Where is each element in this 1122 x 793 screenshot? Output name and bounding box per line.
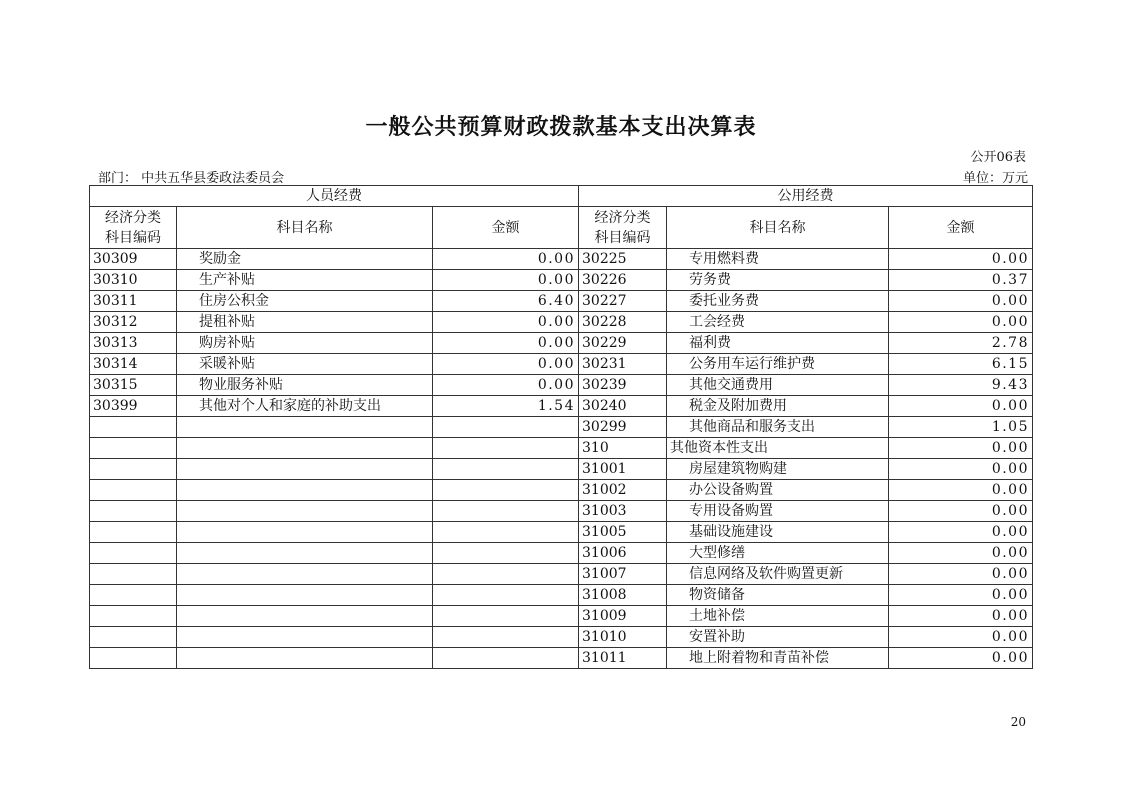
left-name-cell bbox=[177, 627, 433, 648]
table-row bbox=[90, 333, 1033, 354]
column-header-row bbox=[90, 207, 1033, 249]
right-amount-cell: 9.43 bbox=[889, 375, 1033, 396]
left-amount-cell bbox=[433, 648, 579, 669]
right-code-cell: 310 bbox=[579, 438, 667, 459]
left-code-cell: 30315 bbox=[90, 375, 177, 396]
right-code-cell: 30228 bbox=[579, 312, 667, 333]
right-amount-cell: 0.00 bbox=[889, 438, 1033, 459]
code-column-header-right bbox=[579, 207, 667, 249]
right-code-cell: 30240 bbox=[579, 396, 667, 417]
right-code-cell: 31003 bbox=[579, 501, 667, 522]
right-amount-cell: 6.15 bbox=[889, 354, 1033, 375]
right-amount-cell: 1.05 bbox=[889, 417, 1033, 438]
right-name-cell: 福利费 bbox=[667, 333, 889, 354]
table-row bbox=[90, 459, 1033, 480]
table-row bbox=[90, 270, 1033, 291]
right-code-cell: 30225 bbox=[579, 249, 667, 270]
table-row bbox=[90, 501, 1033, 522]
code-header-line1-right: 经济分类 bbox=[594, 209, 651, 226]
right-name-cell: 公务用车运行维护费 bbox=[667, 354, 889, 375]
table-row bbox=[90, 375, 1033, 396]
expenditure-table bbox=[89, 185, 1033, 669]
table-row bbox=[90, 522, 1033, 543]
right-code-cell: 30227 bbox=[579, 291, 667, 312]
left-amount-cell bbox=[433, 501, 579, 522]
left-amount-cell: 0.00 bbox=[433, 249, 579, 270]
left-code-cell: 30310 bbox=[90, 270, 177, 291]
left-code-cell: 30314 bbox=[90, 354, 177, 375]
left-name-cell bbox=[177, 438, 433, 459]
right-name-cell: 其他交通费用 bbox=[667, 375, 889, 396]
right-code-cell: 31011 bbox=[579, 648, 667, 669]
group-header-row bbox=[90, 186, 1033, 207]
left-name-cell bbox=[177, 480, 433, 501]
left-name-cell bbox=[177, 648, 433, 669]
left-name-cell: 生产补贴 bbox=[177, 270, 433, 291]
right-amount-cell: 0.00 bbox=[889, 396, 1033, 417]
left-name-cell bbox=[177, 522, 433, 543]
right-code-cell: 30231 bbox=[579, 354, 667, 375]
left-name-cell: 购房补贴 bbox=[177, 333, 433, 354]
left-code-cell: 30311 bbox=[90, 291, 177, 312]
table-row bbox=[90, 543, 1033, 564]
left-amount-cell: 1.54 bbox=[433, 396, 579, 417]
left-name-cell bbox=[177, 543, 433, 564]
left-amount-cell: 0.00 bbox=[433, 270, 579, 291]
right-name-cell: 其他资本性支出 bbox=[667, 438, 889, 459]
right-name-cell: 土地补偿 bbox=[667, 606, 889, 627]
left-amount-cell bbox=[433, 459, 579, 480]
table-row bbox=[90, 585, 1033, 606]
right-amount-cell: 0.00 bbox=[889, 522, 1033, 543]
department-label: 部门： 中共五华县委政法委员会 bbox=[98, 171, 285, 186]
amount-column-header: 金额 bbox=[433, 207, 579, 249]
left-amount-cell bbox=[433, 585, 579, 606]
left-name-cell bbox=[177, 606, 433, 627]
table-row bbox=[90, 627, 1033, 648]
left-name-cell bbox=[177, 585, 433, 606]
left-amount-cell bbox=[433, 417, 579, 438]
right-code-cell: 31006 bbox=[579, 543, 667, 564]
left-code-cell bbox=[90, 585, 177, 606]
group-personnel-header: 人员经费 bbox=[90, 186, 579, 207]
name-column-header-right: 科目名称 bbox=[667, 207, 889, 249]
right-name-cell: 大型修缮 bbox=[667, 543, 889, 564]
right-name-cell: 委托业务费 bbox=[667, 291, 889, 312]
table-row bbox=[90, 291, 1033, 312]
left-code-cell bbox=[90, 627, 177, 648]
right-name-cell: 物资储备 bbox=[667, 585, 889, 606]
code-header-line2-right: 科目编码 bbox=[594, 229, 651, 246]
right-code-cell: 31010 bbox=[579, 627, 667, 648]
table-row bbox=[90, 564, 1033, 585]
right-name-cell: 办公设备购置 bbox=[667, 480, 889, 501]
left-amount-cell: 0.00 bbox=[433, 333, 579, 354]
right-amount-cell: 0.00 bbox=[889, 564, 1033, 585]
right-amount-cell: 0.00 bbox=[889, 627, 1033, 648]
right-amount-cell: 0.00 bbox=[889, 312, 1033, 333]
left-name-cell: 物业服务补贴 bbox=[177, 375, 433, 396]
right-name-cell: 地上附着物和青苗补偿 bbox=[667, 648, 889, 669]
code-header-line2: 科目编码 bbox=[105, 229, 161, 246]
right-code-cell: 31009 bbox=[579, 606, 667, 627]
table-row bbox=[90, 648, 1033, 669]
right-code-cell: 31005 bbox=[579, 522, 667, 543]
left-code-cell: 30313 bbox=[90, 333, 177, 354]
left-name-cell: 提租补贴 bbox=[177, 312, 433, 333]
left-code-cell: 30309 bbox=[90, 249, 177, 270]
right-code-cell: 30299 bbox=[579, 417, 667, 438]
right-code-cell: 31007 bbox=[579, 564, 667, 585]
right-code-cell: 31002 bbox=[579, 480, 667, 501]
left-code-cell: 30312 bbox=[90, 312, 177, 333]
left-name-cell bbox=[177, 564, 433, 585]
left-code-cell bbox=[90, 606, 177, 627]
unit-label: 单位：万元 bbox=[962, 171, 1028, 186]
table-row bbox=[90, 249, 1033, 270]
left-code-cell bbox=[90, 480, 177, 501]
right-code-cell: 30229 bbox=[579, 333, 667, 354]
form-number: 公开06表 bbox=[970, 150, 1026, 165]
left-code-cell bbox=[90, 501, 177, 522]
left-amount-cell bbox=[433, 522, 579, 543]
left-name-cell: 其他对个人和家庭的补助支出 bbox=[177, 396, 433, 417]
right-name-cell: 房屋建筑物购建 bbox=[667, 459, 889, 480]
name-column-header: 科目名称 bbox=[177, 207, 433, 249]
right-name-cell: 劳务费 bbox=[667, 270, 889, 291]
right-amount-cell: 0.00 bbox=[889, 480, 1033, 501]
left-name-cell: 采暖补贴 bbox=[177, 354, 433, 375]
left-amount-cell bbox=[433, 480, 579, 501]
amount-column-header-right: 金额 bbox=[889, 207, 1033, 249]
table-row bbox=[90, 438, 1033, 459]
right-name-cell: 其他商品和服务支出 bbox=[667, 417, 889, 438]
table-row bbox=[90, 417, 1033, 438]
left-code-cell bbox=[90, 459, 177, 480]
left-code-cell: 30399 bbox=[90, 396, 177, 417]
left-name-cell bbox=[177, 459, 433, 480]
right-name-cell: 安置补助 bbox=[667, 627, 889, 648]
code-column-header bbox=[90, 207, 177, 249]
right-amount-cell: 0.00 bbox=[889, 543, 1033, 564]
right-amount-cell: 0.00 bbox=[889, 249, 1033, 270]
left-amount-cell bbox=[433, 627, 579, 648]
left-amount-cell: 0.00 bbox=[433, 375, 579, 396]
right-amount-cell: 2.78 bbox=[889, 333, 1033, 354]
table-row bbox=[90, 480, 1033, 501]
right-code-cell: 31001 bbox=[579, 459, 667, 480]
meta-line bbox=[98, 167, 1028, 185]
left-amount-cell: 0.00 bbox=[433, 354, 579, 375]
left-name-cell: 住房公积金 bbox=[177, 291, 433, 312]
left-amount-cell bbox=[433, 564, 579, 585]
right-name-cell: 工会经费 bbox=[667, 312, 889, 333]
left-amount-cell: 6.40 bbox=[433, 291, 579, 312]
right-amount-cell: 0.00 bbox=[889, 606, 1033, 627]
page-number: 20 bbox=[1010, 715, 1026, 729]
left-amount-cell: 0.00 bbox=[433, 312, 579, 333]
right-code-cell: 30239 bbox=[579, 375, 667, 396]
right-name-cell: 专用设备购置 bbox=[667, 501, 889, 522]
right-amount-cell: 0.00 bbox=[889, 459, 1033, 480]
left-code-cell bbox=[90, 543, 177, 564]
right-amount-cell: 0.00 bbox=[889, 585, 1033, 606]
table-row bbox=[90, 354, 1033, 375]
left-code-cell bbox=[90, 522, 177, 543]
left-code-cell bbox=[90, 417, 177, 438]
left-code-cell bbox=[90, 648, 177, 669]
left-code-cell bbox=[90, 564, 177, 585]
right-code-cell: 30226 bbox=[579, 270, 667, 291]
right-amount-cell: 0.37 bbox=[889, 270, 1033, 291]
right-amount-cell: 0.00 bbox=[889, 291, 1033, 312]
right-amount-cell: 0.00 bbox=[889, 648, 1033, 669]
table-row bbox=[90, 606, 1033, 627]
right-amount-cell: 0.00 bbox=[889, 501, 1033, 522]
left-name-cell: 奖励金 bbox=[177, 249, 433, 270]
right-name-cell: 税金及附加费用 bbox=[667, 396, 889, 417]
right-name-cell: 信息网络及软件购置更新 bbox=[667, 564, 889, 585]
table-body bbox=[90, 249, 1033, 669]
page-title: 一般公共预算财政拨款基本支出决算表 bbox=[365, 114, 757, 140]
left-name-cell bbox=[177, 501, 433, 522]
left-amount-cell bbox=[433, 543, 579, 564]
group-public-header: 公用经费 bbox=[579, 186, 1033, 207]
table-row bbox=[90, 312, 1033, 333]
left-amount-cell bbox=[433, 438, 579, 459]
table-row bbox=[90, 396, 1033, 417]
code-header-line1: 经济分类 bbox=[105, 209, 161, 226]
left-name-cell bbox=[177, 417, 433, 438]
right-name-cell: 基础设施建设 bbox=[667, 522, 889, 543]
left-amount-cell bbox=[433, 606, 579, 627]
right-code-cell: 31008 bbox=[579, 585, 667, 606]
right-name-cell: 专用燃料费 bbox=[667, 249, 889, 270]
left-code-cell bbox=[90, 438, 177, 459]
